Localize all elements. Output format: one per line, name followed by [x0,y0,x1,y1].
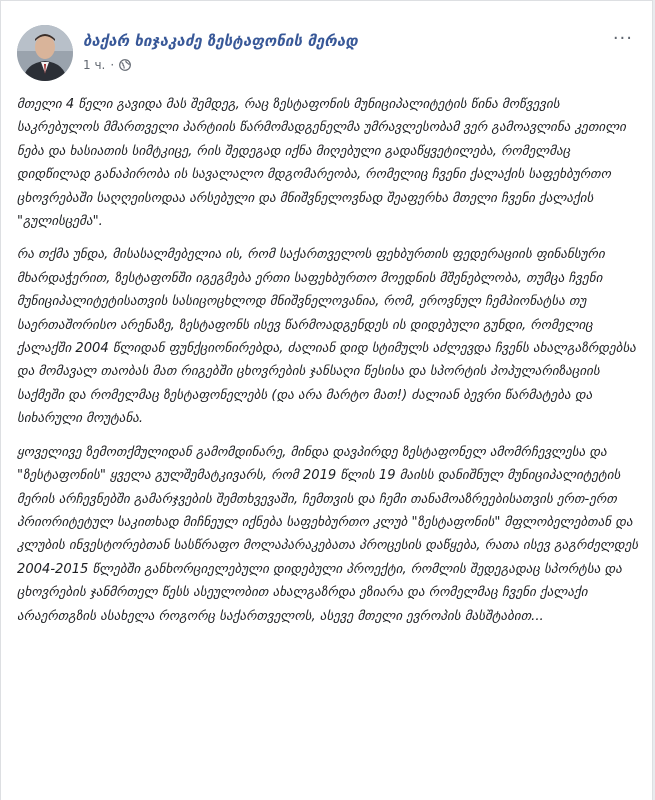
post-paragraph: მთელი 4 წელი გავიდა მას შემდეგ, რაც ზესტაფონის მუნიციპალიტეტის წინა მოწვევის საკრებულოს მმართველი პარტიის წარმომადგენელმა უმრავლესობამ ვერ გამოავლინა კეთილი ნება და ხასიათის სიმტკიცე, რის შედეგად იქნა მიღებული გადაწყვეტილება, რომელმაც დიდწილად განაპირობა ის სავალალო მდგომარეობა, რომელიც ჩვენი ქალაქის საფეხბურთო ცხოვრებაში საღღეისოდაა არსებული და მნიშვნელოვნად შეაფერხა მთელი ჩვენი ქალაქის "გულისცემა". [17,97,626,230]
globe-icon[interactable] [119,59,131,71]
avatar[interactable] [17,25,73,81]
post-time[interactable]: 1 ч. [83,58,106,72]
author-name[interactable]: ბაქარ ხიჯაკაძე ზესტაფონის მერად [83,32,358,50]
more-options-icon[interactable]: ··· [612,28,633,49]
post-paragraph: რა თქმა უნდა, მისასალმებელია ის, რომ საქართველოს ფეხბურთის ფედერაციის ფინანსური მხარდაჭერით, ზესტაფონში იგეგმება ერთი საფეხბურთო მოედნის მშენებლობა, თუმცა ჩვენი მუნიციპალიტეტისათვის სასიცოცხლოდ მნიშვნელოვანია, რომ, ეროვნულ ჩემპიონატსა თუ საერთაშორისო არენაზე, ზესტაფონს ისევ წარმოადგენდეს ის დიდებული გუნდი, რომელიც ქალაქში 2004 წლიდან ფუნქციონირებდა, ძალიან დიდ სტიმულს აძლევდა ჩვენს ახალგაზრდებსა და მომავალ თაობას მათ რიგებში ცხოვრების ჯანსაღი წესისა და სპორტის პოპულარიზაციის საქმეში და რომელმაც ზესტაფონელებს (და არა მარტო მათ!) ძალიან ბევრი წარმატება და სიხარული მოუტანა. [17,247,636,427]
post-header [17,25,637,85]
post-paragraph: ყოველივე ზემოთქმულიდან გამომდინარე, მინდა დავპირდე ზესტაფონელ ამომრჩევლესა და "ზესტაფონის" ყველა გულშემატკივარს, რომ 2019 წლის 19 მაისს დანიშნულ მუნიციპალიტეტის მერის არჩევნებში გამარჯვების შემთხვევაში, ჩემთვის და ჩემი თანამოაზრეებისათვის ერთ-ერთ პრიორიტეტულ საკითხად მიჩნეულ იქნება საფეხბურთო კლუბ "ზესტაფონის" მფლობელებთან და კლუბის ინვესტორებთან სასწრაფო მოლაპარაკებათა პროცესის დაწყება, რათა ისევ გაგრძელდეს 2004-2015 წლებში განხორციელებული დიდებული პროექტი, რომლის შედეგადაც სპორტსა და ცხოვრების ჯანმრთელ წესს ასეულობით ახალგაზრდა ეზიარა და რომელმაც ჩვენი ქალაქი არაერთგზის ასახელა როგორც საქართველოს, ასევე მთელი ევროპის მასშტაბით... [17,444,639,624]
post-body [17,93,639,638]
avatar-photo-icon [17,25,73,81]
post-meta: 1 ч. · [83,58,131,72]
